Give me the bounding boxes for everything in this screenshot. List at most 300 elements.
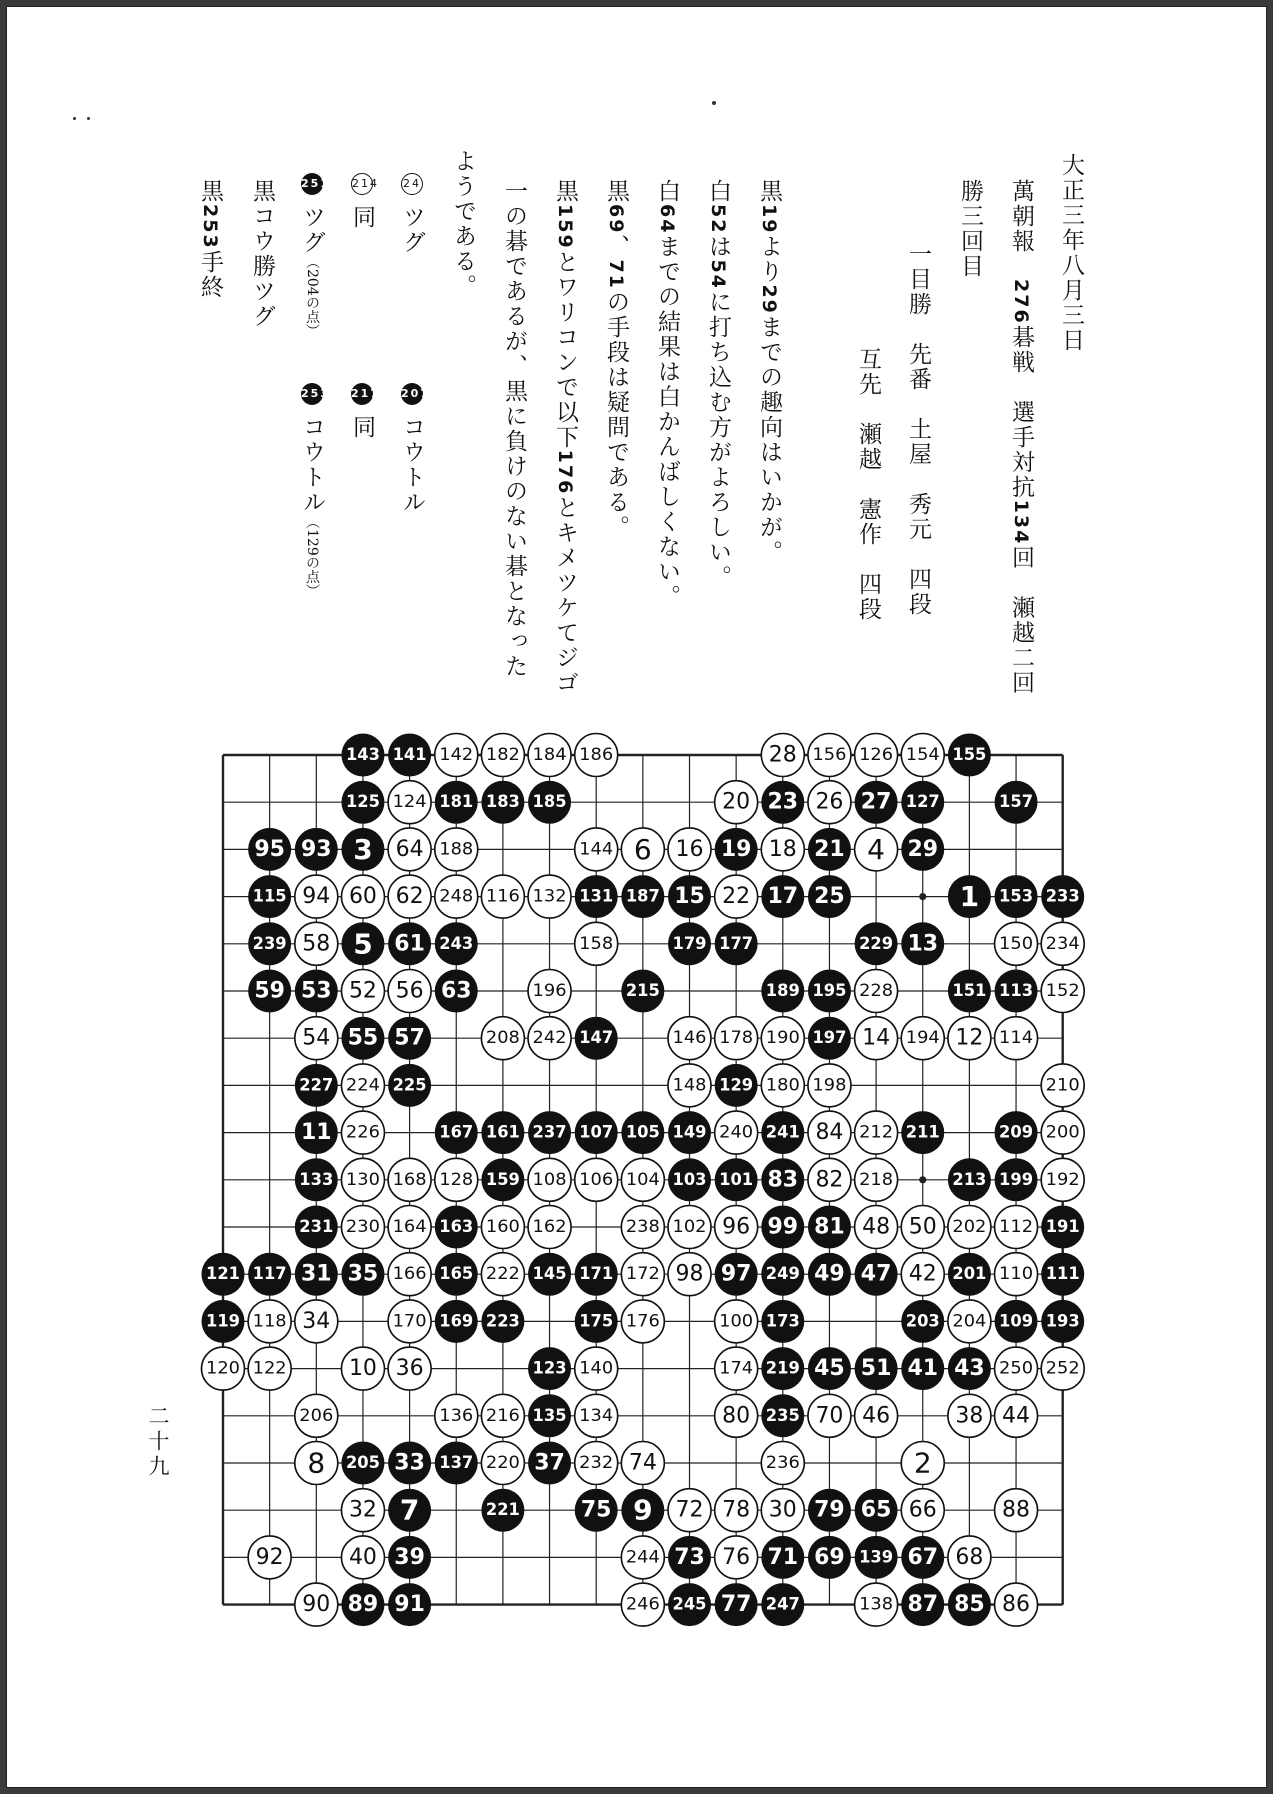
stone-number: 53 [300,978,332,1004]
black-stone [668,1158,711,1201]
black-stone-marker: 251 [301,173,323,195]
white-stone [481,875,524,918]
white-stone [575,922,618,965]
white-stone [855,828,898,871]
stone-number: 3 [353,832,373,866]
black-stone [528,1253,571,1296]
white-stone [855,1394,898,1437]
white-stone [761,1442,804,1485]
move-number: 176 [554,449,576,496]
stone-number: 195 [812,981,847,1001]
stone-number: 89 [347,1592,379,1618]
stone-number: 69 [814,1544,845,1570]
white-stone [948,1394,991,1437]
black-stone [481,781,524,824]
white-stone [575,1442,618,1485]
white-stone [995,1017,1038,1060]
black-stone [341,781,384,824]
ko-text: ツグ [299,205,325,255]
stone-number: 126 [859,745,894,765]
stone-number: 231 [299,1217,334,1237]
stone-number: 72 [675,1497,704,1523]
black-stone [761,970,804,1013]
stone-number: 43 [954,1356,985,1382]
stone-number: 117 [252,1264,287,1285]
white-stone [715,1394,758,1437]
stone-number: 221 [485,1500,520,1521]
stone-number: 17 [767,884,799,910]
black-stone [761,1300,804,1343]
stone-number: 68 [955,1544,984,1570]
black-stone [668,1536,711,1579]
stone-number: 101 [719,1169,754,1190]
black-stone [388,1064,431,1107]
white-stone [668,1064,711,1107]
stone-number: 154 [905,745,940,765]
white-stone [341,1536,384,1579]
stone-number: 177 [719,933,754,954]
black-stone [715,828,758,871]
ko-text: 黒コウ勝ツグ [249,179,275,329]
white-stone [668,1253,711,1296]
black-stone [901,1583,944,1626]
stone-number: 175 [579,1311,614,1332]
black-stone [761,1206,804,1249]
stone-number: 188 [439,839,474,860]
stone-number: 38 [955,1403,984,1429]
white-stone [621,1158,664,1201]
white-stone [481,1394,524,1437]
comment-text: の手段は疑問である。 [603,289,629,540]
stone-number: 58 [302,931,331,957]
black-stone [295,828,338,871]
stone-number: 226 [345,1122,380,1143]
stone-number: 164 [392,1217,427,1237]
stone-number: 40 [348,1544,377,1570]
black-stone [202,1253,245,1296]
black-stone [388,1536,431,1579]
white-stone [388,1347,431,1390]
black-stone [808,1347,851,1390]
stone-number: 191 [1045,1217,1080,1237]
stone-number: 56 [395,978,424,1004]
white-stone [808,1394,851,1437]
ko-text: コウトル [399,415,425,515]
stone-number: 146 [672,1028,707,1049]
black-stone [202,1300,245,1343]
black-stone [1041,1206,1084,1249]
black-stone [341,922,384,965]
black-stone [528,781,571,824]
white-stone [1041,1158,1084,1201]
stone-number: 248 [439,886,474,907]
stone-number: 183 [485,792,520,813]
move-number: 64 [656,204,678,235]
stone-number: 78 [722,1497,751,1523]
comment-text: に打ち込む方がよろしい。 [705,289,731,590]
black-stone [948,734,991,777]
white-stone [901,1489,944,1532]
stone-number: 141 [392,745,427,765]
black-stone [388,1489,431,1532]
white-stone [808,781,851,824]
white-stone [341,1489,384,1532]
black-stone [575,1300,618,1343]
white-stone [808,1064,851,1107]
stone-number: 203 [905,1311,940,1332]
game-number: 276 [1010,279,1032,325]
black-stone [481,1111,524,1154]
stone-number: 8 [307,1446,326,1480]
white-stone [715,1347,758,1390]
stone-number: 127 [905,792,940,813]
stone-number: 150 [999,933,1034,954]
comment-text: 黒 [552,179,578,204]
star-point [919,893,926,900]
stone-number: 196 [532,981,567,1001]
stone-number: 4 [867,832,886,866]
stone-number: 100 [719,1311,754,1332]
white-stone [901,1442,944,1485]
white-stone-marker: 214 [351,173,373,195]
black-stone [855,1347,898,1390]
stone-number: 168 [392,1169,427,1190]
stone-number: 94 [302,884,331,910]
stone-number: 118 [252,1311,287,1332]
ko-text: 同 [349,415,375,440]
stone-number: 48 [862,1214,891,1240]
white-stone [995,922,1038,965]
white-stone [761,1489,804,1532]
white-stone [995,1253,1038,1296]
stone-number: 241 [765,1122,800,1143]
stone-number: 80 [722,1403,751,1429]
white-stone [575,1347,618,1390]
stone-number: 129 [719,1075,754,1096]
stone-number: 10 [348,1356,377,1382]
stone-number: 152 [1045,981,1080,1001]
black-stone [388,922,431,965]
black-stone [295,1158,338,1201]
stone-number: 71 [767,1544,799,1570]
stone-number: 125 [345,792,380,813]
stone-number: 180 [765,1075,800,1096]
black-stone [948,1158,991,1201]
white-stone [855,1583,898,1626]
stone-number: 95 [254,836,285,862]
stone-number: 49 [814,1261,845,1287]
comment-text: とワリコンで以下 [552,249,578,450]
stone-number: 37 [534,1450,565,1476]
stone-number: 158 [579,933,614,954]
white-stone [948,1536,991,1579]
stone-number: 182 [485,745,520,765]
stone-number: 147 [579,1028,614,1049]
black-stone [715,1158,758,1201]
black-stone [761,875,804,918]
black-stone [341,1253,384,1296]
stone-number: 115 [252,886,287,907]
white-stone [295,1300,338,1343]
stone-number: 34 [302,1308,331,1334]
stone-number: 132 [532,886,567,907]
white-stone-marker: 24 [401,173,423,195]
stone-number: 206 [299,1405,334,1426]
stone-number: 176 [625,1311,660,1332]
white-stone [528,1206,571,1249]
comment-text: は [705,234,731,260]
white-stone [248,1300,291,1343]
black-stone [435,1206,478,1249]
stone-number: 50 [908,1214,937,1240]
white-stone [388,781,431,824]
stone-number: 67 [907,1544,939,1570]
stone-number: 148 [672,1075,707,1096]
stone-number: 137 [439,1453,474,1473]
move-number: 69 [605,204,627,235]
black-stone [808,1536,851,1579]
black-stone [948,875,991,918]
black-stone [901,1347,944,1390]
stone-number: 204 [952,1311,987,1332]
white-stone [808,1158,851,1201]
move-number: 71 [605,259,627,290]
white-stone [528,970,571,1013]
black-stone [808,1489,851,1532]
stone-number: 173 [765,1311,800,1332]
white-stone [621,1206,664,1249]
white-stone [668,1017,711,1060]
white-stone [435,1394,478,1437]
stone-number: 238 [625,1217,660,1237]
black-stone [995,781,1038,824]
white-stone [248,1347,291,1390]
comment-text: 、 [603,234,629,260]
move-number: 54 [707,259,729,290]
stone-number: 185 [532,792,567,813]
black-stone [435,970,478,1013]
ko-text: 同 [349,205,375,230]
black-stone [808,1253,851,1296]
white-stone [995,1394,1038,1437]
move-number: 19 [758,204,780,235]
white-stone [575,1158,618,1201]
page-number: 二十九 [146,1405,170,1480]
white-stone [855,1111,898,1154]
white-stone [668,1489,711,1532]
black-stone [295,1253,338,1296]
comment-text: 黒 [603,179,629,204]
black-stone [808,828,851,871]
black-stone [388,734,431,777]
stone-number: 139 [859,1547,894,1568]
stone-number: 131 [579,886,614,907]
black-stone [341,828,384,871]
stone-number: 85 [954,1592,985,1618]
document-page [6,6,1267,1788]
white-stone [295,1017,338,1060]
black-stone [341,734,384,777]
white-stone [855,970,898,1013]
stone-number: 82 [815,1167,844,1193]
stone-number: 234 [1045,933,1080,954]
black-stone [341,1583,384,1626]
white-stone [295,922,338,965]
stone-number: 120 [206,1358,240,1379]
stone-number: 35 [347,1261,379,1287]
black-stone [575,875,618,918]
move-number: 159 [554,204,576,250]
black-stone [901,922,944,965]
black-stone [761,1158,804,1201]
stone-number: 91 [394,1592,425,1618]
ko-text: ツグ [399,205,425,255]
black-stone [808,1206,851,1249]
stone-number: 6 [633,832,652,866]
black-stone [575,1489,618,1532]
stone-number: 143 [345,745,380,765]
stone-number: 51 [860,1356,892,1382]
stone-number: 170 [392,1311,427,1332]
stone-number: 135 [532,1405,567,1426]
black-stone [855,1253,898,1296]
stone-number: 122 [252,1358,287,1379]
stone-number: 140 [579,1358,614,1379]
white-stone [435,734,478,777]
stone-number: 93 [300,836,332,862]
black-stone [715,1064,758,1107]
black-stone [948,1253,991,1296]
stone-number: 119 [206,1311,240,1332]
stone-number: 190 [765,1028,800,1049]
stone-number: 88 [1002,1497,1031,1523]
ko-note: （204の点） [304,255,320,338]
stone-number: 90 [302,1592,331,1618]
white-stone [855,1158,898,1201]
stone-number: 16 [675,836,704,862]
white-stone [901,1017,944,1060]
stone-number: 114 [999,1028,1034,1049]
black-stone [855,781,898,824]
stone-number: 128 [439,1169,474,1190]
black-stone [668,1111,711,1154]
white-stone [761,734,804,777]
black-stone [528,1394,571,1437]
white-stone [808,1111,851,1154]
white-stone [575,1394,618,1437]
stone-number: 103 [672,1169,707,1190]
white-stone [481,734,524,777]
black-stone [1041,875,1084,918]
stone-number: 211 [905,1122,940,1143]
white-stone [668,828,711,871]
stone-number: 227 [299,1075,334,1096]
black-stone [528,1347,571,1390]
stone-number: 14 [862,1025,891,1051]
white-stone [528,875,571,918]
white-stone [388,1158,431,1201]
black-stone [248,828,291,871]
stone-number: 92 [255,1544,284,1570]
stone-number: 223 [485,1311,520,1332]
stone-number: 19 [720,836,752,862]
stone-number: 178 [719,1028,754,1049]
newspaper-rest: 碁戦 選手対抗 [1008,324,1034,500]
white-stone [948,1206,991,1249]
white-stone [435,875,478,918]
stone-number: 179 [672,933,707,954]
stone-number: 66 [908,1497,937,1523]
stone-number: 239 [252,933,287,954]
go-board [7,7,1267,1788]
white-stone [948,1017,991,1060]
stone-number: 22 [722,884,751,910]
stone-number: 145 [532,1264,567,1285]
black-stone [761,781,804,824]
stone-number: 87 [907,1592,939,1618]
stone-number: 54 [302,1025,331,1051]
white-stone [901,1253,944,1296]
stone-number: 229 [859,933,894,954]
stone-number: 108 [532,1169,567,1190]
stone-number: 172 [625,1264,660,1285]
stone-number: 99 [767,1214,799,1240]
stone-number: 27 [860,789,892,815]
stone-number: 181 [439,792,474,813]
stone-number: 112 [999,1217,1034,1237]
black-stone [435,1300,478,1343]
move-number: 29 [758,284,780,315]
stone-number: 201 [952,1264,987,1285]
black-stone [1041,1253,1084,1296]
white-stone [761,1064,804,1107]
white-stone [341,970,384,1013]
black-stone [995,1111,1038,1154]
stone-number: 5 [353,927,373,961]
stone-number: 249 [765,1264,800,1285]
white-stone [388,1300,431,1343]
stone-number: 245 [672,1594,707,1615]
stone-number: 160 [485,1217,520,1237]
stone-number: 193 [1045,1311,1080,1332]
stone-number: 76 [722,1544,751,1570]
white-stone [295,1442,338,1485]
black-stone [761,1536,804,1579]
stone-number: 212 [859,1122,894,1143]
black-stone [575,1111,618,1154]
white-stone [855,734,898,777]
white-label: 互先 [855,347,881,397]
stone-number: 106 [579,1169,614,1190]
stone-number: 113 [999,981,1034,1001]
stone-number: 61 [394,931,425,957]
stone-number: 230 [345,1217,380,1237]
stone-number: 153 [999,886,1034,907]
stone-number: 52 [348,978,377,1004]
stone-number: 157 [999,792,1034,813]
black-stone [995,1158,1038,1201]
black-stone [901,781,944,824]
stone-number: 46 [862,1403,891,1429]
white-stone [1041,922,1084,965]
black-stone [901,828,944,871]
stone-number: 218 [859,1169,894,1190]
stone-number: 250 [999,1358,1034,1379]
black-stone [808,970,851,1013]
stone-number: 20 [722,789,751,815]
stone-number: 155 [952,745,987,765]
stone-number: 174 [719,1358,754,1379]
